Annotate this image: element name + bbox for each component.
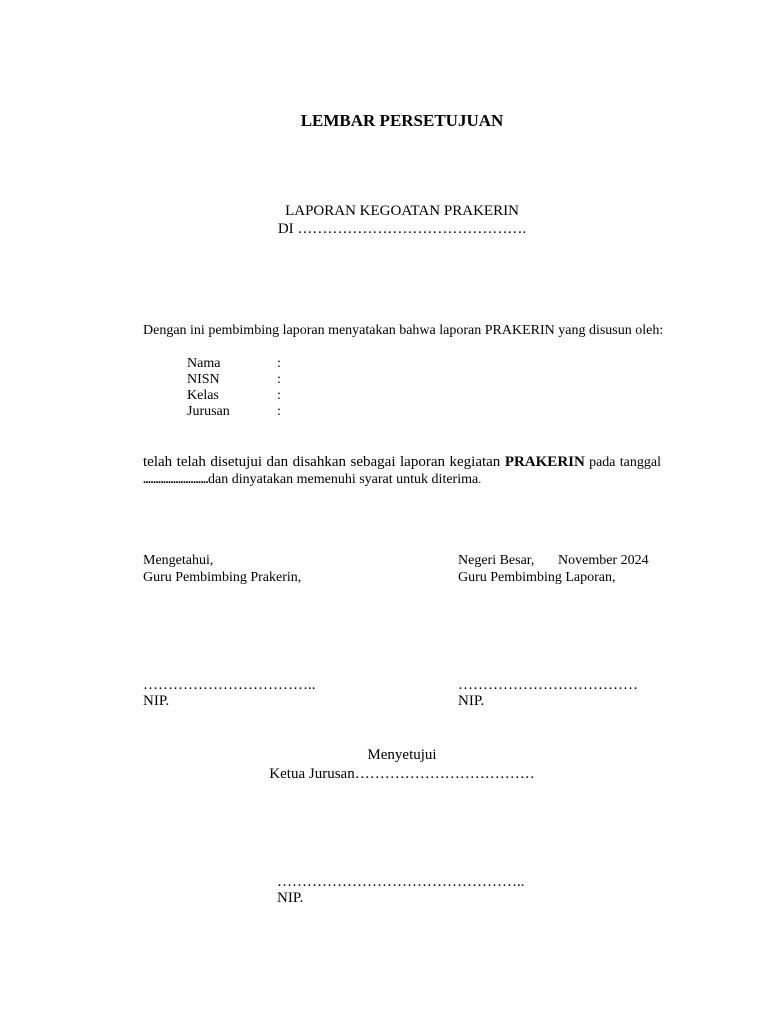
approval-text-part3: dan dinyatakan memenuhi syarat untuk diterima <box>208 472 479 487</box>
approval-heading: Menyetujui <box>367 747 437 763</box>
left-sign-nip: NIP. <box>143 693 170 709</box>
field-colon: : <box>277 356 281 371</box>
approval-text-part2: pada tanggal <box>584 455 661 470</box>
left-sign-role: Guru Pembimbing Prakerin, <box>143 570 302 585</box>
left-sign-heading: Mengetahui, <box>143 553 214 568</box>
sign-date: November 2024 <box>558 553 649 568</box>
approval-paragraph <box>143 454 661 488</box>
bottom-sign-nip: NIP. <box>277 890 304 906</box>
field-colon: : <box>277 388 281 403</box>
report-subtitle: LAPORAN KEGOATAN PRAKERIN <box>285 203 519 219</box>
sign-place: Negeri Besar, <box>458 553 535 568</box>
head-of-department: Ketua Jurusan……………………………… <box>269 766 535 782</box>
right-sign-nip: NIP. <box>458 693 485 709</box>
field-colon: : <box>277 404 281 419</box>
field-label-nisn: NISN <box>187 372 220 387</box>
approval-keyword: PRAKERIN <box>504 454 585 470</box>
document-title: LEMBAR PERSETUJUAN <box>300 111 504 130</box>
field-label-nama: Nama <box>187 356 221 371</box>
approval-text-part1: telah telah disetujui dan disahkan sebagai laporan kegiatan <box>143 454 505 470</box>
field-colon: : <box>277 372 281 387</box>
left-sign-line: …………………………….. <box>143 677 316 693</box>
intro-statement: Dengan ini pembimbing laporan menyatakan bahwa laporan PRAKERIN yang disusun oleh: <box>143 323 664 338</box>
right-sign-line: ……………………………… <box>458 677 638 693</box>
bottom-sign-line: ………………………………………….. <box>277 874 525 890</box>
right-sign-role: Guru Pembimbing Laporan, <box>458 570 616 585</box>
report-location-line: DI ………………………………………. <box>277 221 527 237</box>
field-label-jurusan: Jurusan <box>187 404 230 419</box>
date-placeholder: .......................... <box>143 472 208 486</box>
field-label-kelas: Kelas <box>187 388 219 403</box>
approval-end: . <box>478 472 482 486</box>
